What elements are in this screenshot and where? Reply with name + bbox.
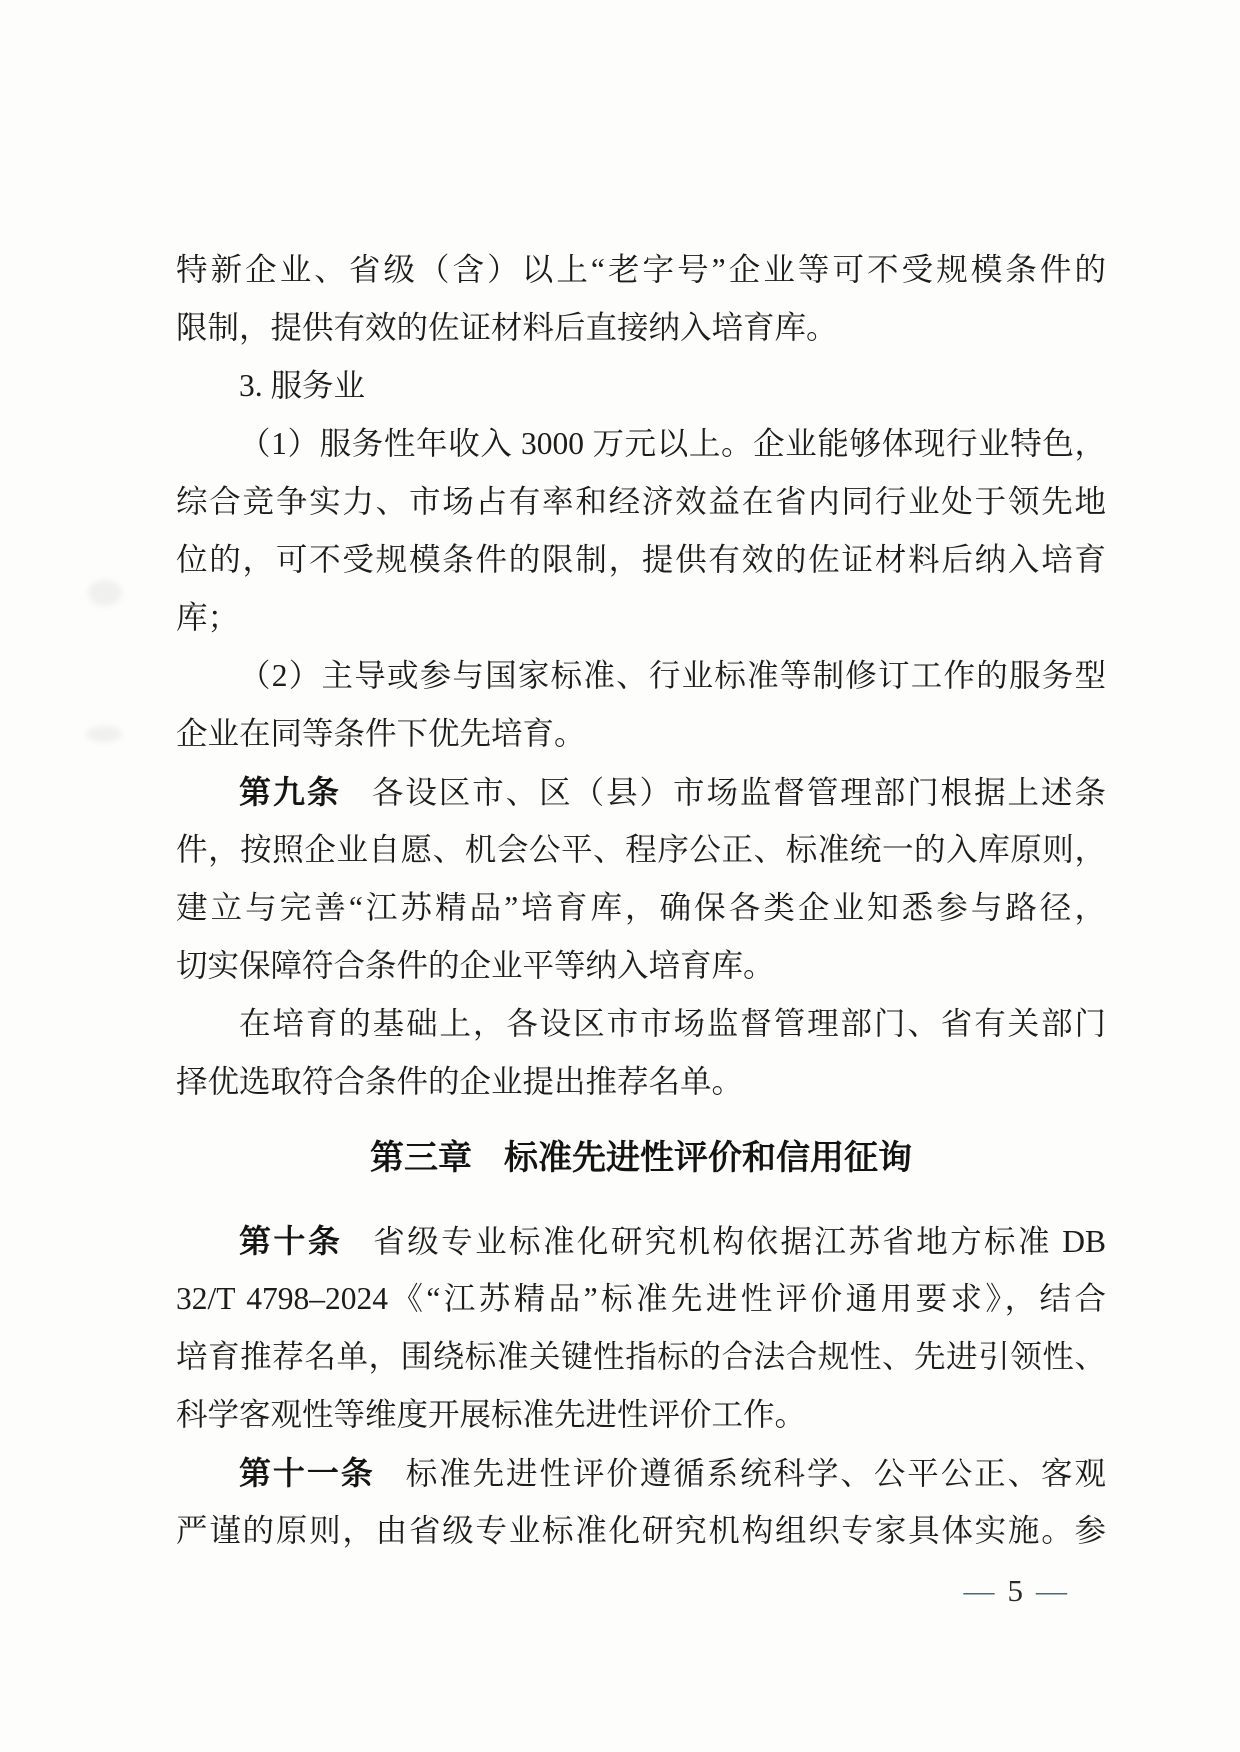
text-line — [176, 241, 1106, 299]
scan-artifact — [88, 580, 122, 606]
text-line — [176, 531, 1106, 589]
line-text: 培育推荐名单，围绕标准关键性指标的合法合规性、先进引领性、 — [176, 1339, 1106, 1374]
page-number-dash-left: — — [963, 1573, 995, 1608]
text-line — [176, 821, 1106, 879]
page-number — [964, 1562, 1068, 1620]
chapter-title: 标准先进性评价和信用征询 — [504, 1139, 912, 1177]
line-text: （1）服务性年收入 3000 万元以上。企业能够体现行业特色， — [239, 426, 1106, 461]
text-line — [176, 647, 1106, 705]
text-line — [176, 299, 1106, 357]
line-text: （2）主导或参与国家标准、行业标准等制修订工作的服务型 — [239, 658, 1106, 693]
line-text: 综合竞争实力、市场占有率和经济效益在省内同行业处于领先地 — [176, 484, 1106, 519]
line-text: 择优选取符合条件的企业提出推荐名单。 — [176, 1064, 744, 1099]
text-line — [176, 1386, 1106, 1444]
text-line — [176, 1053, 1106, 1111]
line-text: 省级专业标准化研究机构依据江苏省地方标准 DB — [373, 1224, 1106, 1259]
text-line — [176, 763, 1106, 821]
document-body — [176, 241, 1106, 1560]
line-text: 限制，提供有效的佐证材料后直接纳入培育库。 — [176, 310, 838, 345]
line-text: 标准先进性评价遵循系统科学、公平公正、客观 — [405, 1456, 1106, 1491]
article-term: 第十一条 — [239, 1455, 375, 1491]
line-text: 科学客观性等维度开展标准先进性评价工作。 — [176, 1397, 807, 1432]
text-line — [176, 1502, 1106, 1560]
text-line — [176, 1212, 1106, 1270]
scan-artifact — [86, 726, 122, 742]
line-text: 企业在同等条件下优先培育。 — [176, 716, 586, 751]
page-number-value: 5 — [1007, 1573, 1023, 1608]
line-text: 3. 服务业 — [239, 368, 366, 403]
text-line — [176, 937, 1106, 995]
chapter-number: 第三章 — [370, 1139, 472, 1177]
text-line — [176, 357, 1106, 415]
text-line — [176, 995, 1106, 1053]
line-text: 库； — [176, 600, 240, 635]
text-line — [176, 1328, 1106, 1386]
line-text: 各设区市、区（县）市场监督管理部门根据上述条 — [371, 775, 1106, 810]
text-line — [176, 415, 1106, 473]
text-line — [176, 589, 1106, 647]
page-number-dash-right: — — [1036, 1573, 1067, 1608]
line-text: 在培育的基础上，各设区市市场监督管理部门、省有关部门 — [239, 1006, 1106, 1041]
text-line — [176, 1270, 1106, 1328]
line-text: 件，按照企业自愿、机会公平、程序公正、标准统一的入库原则， — [176, 832, 1106, 867]
article-term: 第十条 — [239, 1223, 343, 1259]
chapter-heading — [176, 1129, 1106, 1187]
text-line — [176, 1444, 1106, 1502]
text-line — [176, 473, 1106, 531]
article-term: 第九条 — [239, 774, 341, 810]
line-text: 特新企业、省级（含）以上“老字号”企业等可不受规模条件的 — [176, 252, 1106, 287]
text-line — [176, 705, 1106, 763]
line-text: 32/T 4798–2024《“江苏精品”标准先进性评价通用要求》，结合 — [176, 1281, 1106, 1316]
line-text: 位的，可不受规模条件的限制，提供有效的佐证材料后纳入培育 — [176, 542, 1106, 577]
text-line — [176, 879, 1106, 937]
line-text: 严谨的原则，由省级专业标准化研究机构组织专家具体实施。参 — [176, 1513, 1106, 1548]
line-text: 切实保障符合条件的企业平等纳入培育库。 — [176, 948, 775, 983]
line-text: 建立与完善“江苏精品”培育库，确保各类企业知悉参与路径， — [176, 890, 1106, 925]
